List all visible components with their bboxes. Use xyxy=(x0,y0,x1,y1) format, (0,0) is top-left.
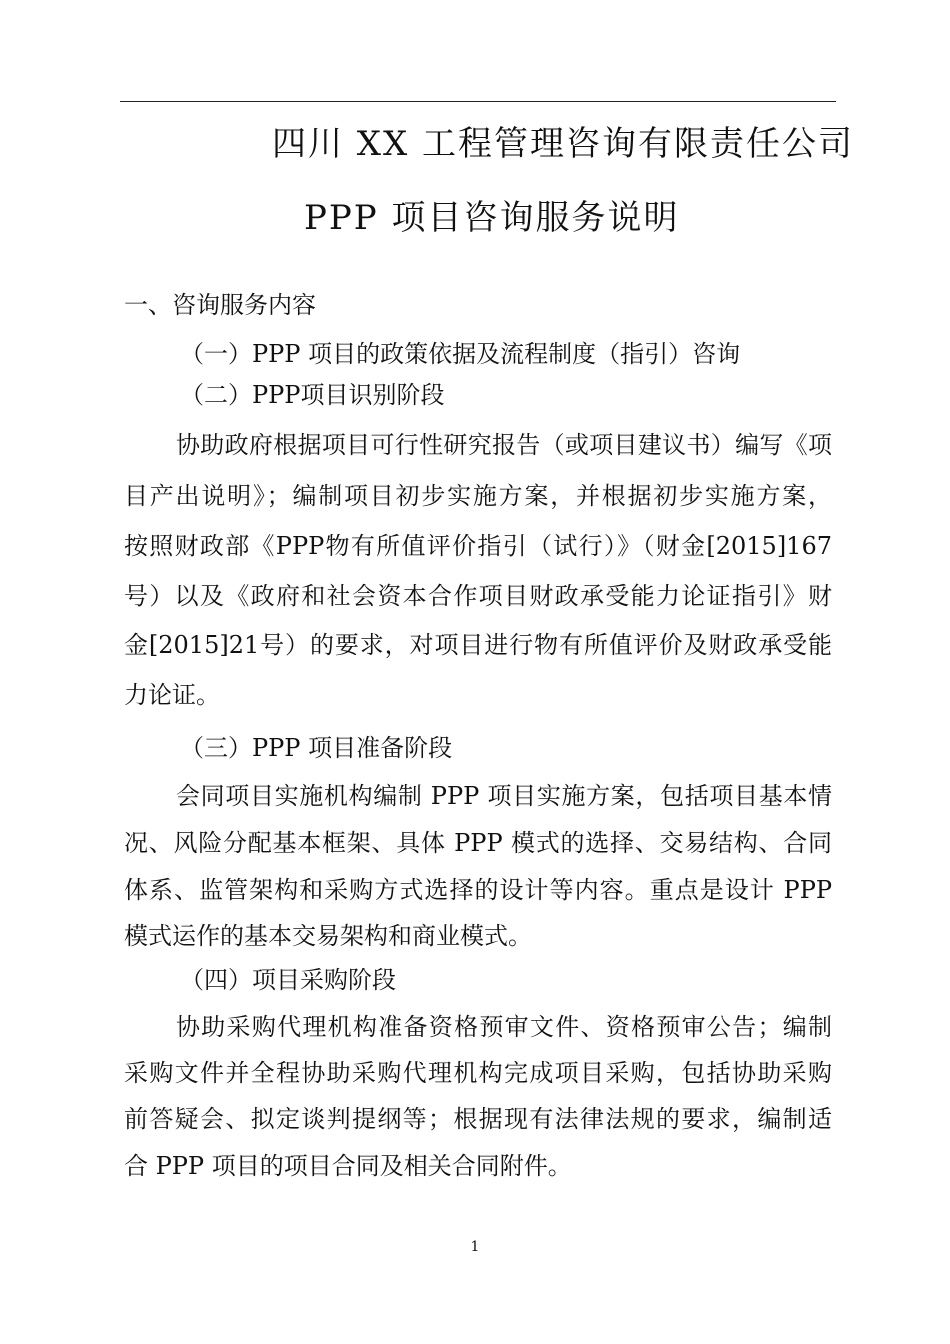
paragraph-1-line: 协助政府根据项目可行性研究报告（或项目建议书）编写《项 xyxy=(176,431,832,459)
paragraph-1-line: 金[2015]21号）的要求，对项目进行物有所值评价及财政承受能 xyxy=(124,631,832,659)
paragraph-3-line: 合 PPP 项目的项目合同及相关合同附件。 xyxy=(124,1152,572,1180)
paragraph-3-line: 前答疑会、拟定谈判提纲等；根据现有法律法规的要求，编制适 xyxy=(124,1105,832,1133)
header-rule xyxy=(120,101,836,102)
paragraph-1-line: 按照财政部《PPP物有所值评价指引（试行）》（财金[2015]167 xyxy=(124,532,832,560)
paragraph-2-line: 况、风险分配基本框架、具体 PPP 模式的选择、交易结构、合同 xyxy=(124,829,832,857)
subsection-heading-1: （一）PPP 项目的政策依据及流程制度（指引）咨询 xyxy=(180,340,741,368)
subsection-heading-2: （二）PPP项目识别阶段 xyxy=(180,381,445,409)
subsection-heading-4: （四）项目采购阶段 xyxy=(180,966,396,994)
paragraph-1-line: 目产出说明》；编制项目初步实施方案，并根据初步实施方案， xyxy=(124,482,832,510)
paragraph-2-line: 模式运作的基本交易架构和商业模式。 xyxy=(124,922,532,950)
paragraph-2-line: 体系、监管架构和采购方式选择的设计等内容。重点是设计 PPP xyxy=(124,876,832,904)
subsection-heading-3: （三）PPP 项目准备阶段 xyxy=(180,734,453,762)
paragraph-1-line: 力论证。 xyxy=(124,681,220,709)
paragraph-3-line: 协助采购代理机构准备资格预审文件、资格预审公告；编制 xyxy=(176,1013,832,1041)
document-title: PPP 项目咨询服务说明 xyxy=(304,198,680,238)
paragraph-2-line: 会同项目实施机构编制 PPP 项目实施方案，包括项目基本情 xyxy=(176,782,832,810)
section-heading: 一、咨询服务内容 xyxy=(124,291,316,319)
page-number: 1 xyxy=(470,1239,480,1255)
company-title: 四川 XX 工程管理咨询有限责任公司 xyxy=(272,124,855,164)
paragraph-3-line: 采购文件并全程协助采购代理机构完成项目采购，包括协助采购 xyxy=(124,1059,832,1087)
paragraph-1-line: 号）以及《政府和社会资本合作项目财政承受能力论证指引》财 xyxy=(124,582,832,610)
